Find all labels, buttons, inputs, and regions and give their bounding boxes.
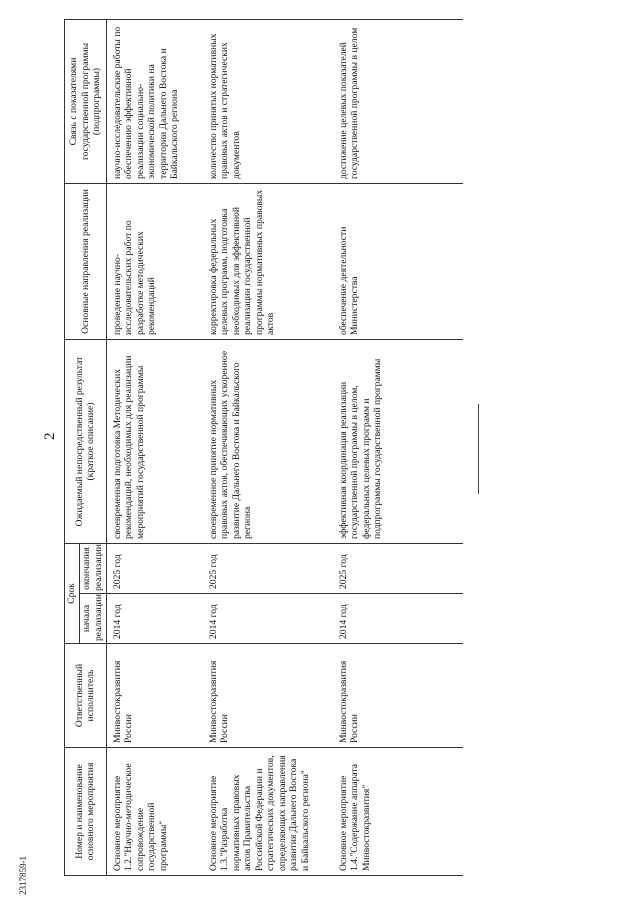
header-directions: Основные направления реализации xyxy=(65,184,107,340)
cell-start: 2014 год xyxy=(333,594,463,644)
cell-end: 2025 год xyxy=(333,544,463,594)
cell-directions: обеспечение деятельности Министерства xyxy=(333,184,463,340)
cell-executor: Минвостокразвития России xyxy=(106,644,203,748)
header-executor: Ответственный исполнитель xyxy=(65,644,107,748)
cell-directions: проведение научно-исследовательских работ по разработке методических рекомендаций xyxy=(106,184,203,340)
cell-result: эффективная координация реализации государственной программы в целом, федеральных целевых программ и подпрограммы государственной программы xyxy=(333,340,463,544)
cell-link: научно-исследовательские работы по обеспечению эффективной реализации социально-экономической политики на территории Дальнего Востока и Байкальского региона xyxy=(106,20,203,184)
header-link: Связь с показателями государственной программы (подпрограммы) xyxy=(65,20,107,184)
cell-result: своевременная подготовка Методических рекомендаций, необходимых для реализации мероприятий государственной программы xyxy=(106,340,203,544)
cell-executor: Минвостокразвития России xyxy=(333,644,463,748)
cell-result: своевременное принятие нормативных правовых актов, обеспечивающих ускоренное развитие Дальнего Востока и Байкальского региона xyxy=(203,340,333,544)
table-row xyxy=(106,20,203,876)
header-end: окончания реализации xyxy=(79,544,106,594)
header-term: Срок xyxy=(65,544,80,644)
page-number: 2 xyxy=(42,432,58,440)
header-start: начала реализации xyxy=(79,594,106,644)
document-id: 2317859-1 xyxy=(18,856,28,895)
cell-name: Основное мероприятие 1.3."Разработка нормативных правовых актов Правительства Российской Федерации и стратегических документов, определяющих направления развития Дальнего Востока и Байкальского региона" xyxy=(203,748,333,876)
cell-link: достижение целевых показателей государственной программы в целом xyxy=(333,20,463,184)
cell-start: 2014 год xyxy=(106,594,203,644)
header-result: Ожидаемый непосредственный результат (краткое описание) xyxy=(65,340,107,544)
cell-start: 2014 год xyxy=(203,594,333,644)
table-row xyxy=(203,20,333,876)
cell-end: 2025 год xyxy=(106,544,203,594)
header-name: Номер и наименование основного мероприятия xyxy=(65,748,107,876)
rotated-table-container xyxy=(64,20,572,876)
table-row xyxy=(333,20,463,876)
cell-directions: корректировка федеральных целевых программ, подготовка необходимых для эффективной реализации государственной программы нормативных правовых актов xyxy=(203,184,333,340)
cell-end: 2025 год xyxy=(203,544,333,594)
activities-table xyxy=(64,19,463,876)
cell-name: Основное мероприятие 1.4."Содержание аппарата Минвостокразвития" xyxy=(333,748,463,876)
cell-executor: Минвостокразвития России xyxy=(203,644,333,748)
cell-link: количество принятых нормативных правовых актов и стратегических документов xyxy=(203,20,333,184)
cell-name: Основное мероприятие 1.2."Научно-методическое сопровождение государственной программы" xyxy=(106,748,203,876)
